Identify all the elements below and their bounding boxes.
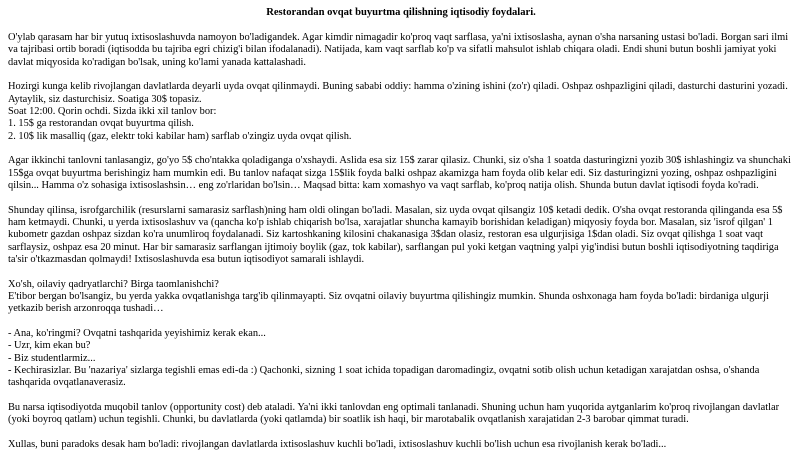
dialogue-line: - Biz studentlarmiz... [8,352,96,364]
list-item: 2. 10$ lik masalliq (gaz, elektr toki kabilar ham) sarflab o'zingiz uyda ovqat qilish. [8,130,352,142]
paragraph-second-option: Agar ikkinchi tanlovni tanlasangiz, go'yo 5$ cho'ntakka qoladiganga o'xshaydi. Aslida esa siz 15$ zarar qilasiz. Chunki, siz o'sha 1 soatda dasturingizni yozib 30$ ishlashingiz va shunchaki 15$ga ovqat buyurtma berishingiz ham mumkin edi. Bu tanlov nafaqat sizga 15$lik foyda balki oshpaz akamizga ham foyda olib kelar edi. Siz dasturingizni yozing, oshpaz oshpazligini qilsin... Hamma o'z sohasiga ixtisoslashsin… eng zo'rlaridan bo'lsin… Maqsad bitta: kam xomashyo va vaqt sarflab, ko'proq natija olish. Shunda butun davlat iqtisodi foyda ko'radi. [8,155,791,191]
paragraph-family [8,279,794,316]
dialogue-line: - Ana, ko'ringmi? Ovqatni tashqarida yeyishimiz kerak ekan... [8,328,266,340]
paragraph-conclusion: Xullas, buni paradoks desak ham bo'ladi: rivojlangan davlatlarda ixtisoslashuv kuchli bo'ladi, ixtisoslashuv kuchli bo'lish uchun esa rivojlanish kerak bo'ladi... [8,439,667,451]
paragraph-line: Soat 12:00. Qorin ochdi. Sizda ikki xil tanlov bor: [8,105,217,117]
list-item: 1. 15$ ga restorandan ovqat buyurtma qilish. [8,118,194,130]
paragraph-waste: Shunday qilinsa, isrofgarchilik (resurslarni samarasiz sarflash)ning ham oldi olingan bo'ladi. Masalan, siz uyda ovqat qilsangiz 10$ ketadi dedik. O'sha ovqat restoranda qilinganda esa 5$ ham ketmaydi. Chunki, u yerda ixtisoslashuv va (qancha ko'p ishlab chiqarish bo'lsa, xarajatlar shuncha kamayib borishidan keladigan) miqyosiy foyda bor. Masalan, siz 'isrof qilgan' 1 kubometr gazdan oshpaz sizdan ko'ra unumliroq foydalanadi. Siz kartoshkaning kilosini chakanasiga 3$dan olasiz, restoran esa ulgurjisiga 1$dan oladi. Siz ovqat qilishga 1 soat vaqt sarflaysiz, oshpaz esa 20 minut. Har bir samarasiz sarflangan ijtimoiy boylik (gaz, tok kabilar), sarflangan pul yoki ketgan vaqtning yalpi yig'indisi butun boshli iqtisodiyotning taqdiriga ta'sir o'tkazmasdan qolmaydi! Ixtisoslashuvda esa butun iqtisodiyot samarali ishlaydi. [8,204,783,265]
paragraph-opportunity-cost: Bu narsa iqtisodiyotda muqobil tanlov (opportunity cost) deb ataladi. Ya'ni ikki tanlovdan eng optimali tanlanadi. Shuning uchun ham yuqorida aytganlarim ko'proq rivojlangan davlatlar (yoki boyroq qatlam) uchun tegishli. Chunki, bu davlatlarda (yoki qatlamda) bir soatlik ish haqi, bir marotabalik ovqatlanish xarajatidan 2-3 barobar qimmat turadi. [8,402,780,426]
dialogue-line: - Kechirasizlar. Bu 'nazariya' sizlarga tegishli emas edi-da :) Qachonki, sizning 1 soat ichida topadigan daromadingiz, ovqatni sotib olish uchun ketadigan xarajatdan oshsa, o'shanda tashqarida ovqatlanaverasiz. [8,365,760,389]
paragraph-line: Xo'sh, oilaviy qadryatlarchi? Birga taomlanishchi? [8,278,219,290]
paragraph-specialization: O'ylab qarasam har bir yutuq ixtisoslashuvda namoyon bo'ladigandek. Agar kimdir nimagadir ko'proq vaqt sarflasa, ya'ni ixtisoslasha, aynan o'sha narsaning ustasi bo'ladi. Borgan sari ilmi va tajribasi ortib boradi (iqtisodda bu tajriba egri chizig'i bilan ifodalanadi). Natijada, kam vaqt sarflab ko'p va sifatli mahsulot ishlab chiqara oladi. Endi shuni butun boshli jamiyat yoki davlat miqyosida ko'radigan bo'lsak, uning ko'lami yanada kattalashadi. [8,32,789,68]
paragraph-line: E'tibor bergan bo'lsangiz, bu yerda yakka ovqatlanishga targ'ib qilinmayapti. Siz ovqatni oilaviy buyurtma qilishingiz mumkin. Shunda oshxonaga ham foyda bo'ladi: birdaniga ulgurji yetkazib berish arzonroqqa tushadi… [8,291,769,315]
dialogue-line: - Uzr, kim ekan bu? [8,340,91,352]
paragraph-line: Hozirgi kunga kelib rivojlangan davlatlarda deyarli uyda ovqat qilinmaydi. Buning sababi oddiy: hamma o'zining ishini (zo'r) qiladi. Oshpaz oshpazligini qiladi, dasturchi dasturini yozadi. Aytaylik, siz dasturchisiz. Soatiga 30$ topasiz. [8,81,788,105]
paragraph-choice [8,81,794,142]
paragraph-dialogue [8,328,794,389]
article-title: Restorandan ovqat buyurtma qilishning iqtisodiy foydalari. [266,7,536,18]
